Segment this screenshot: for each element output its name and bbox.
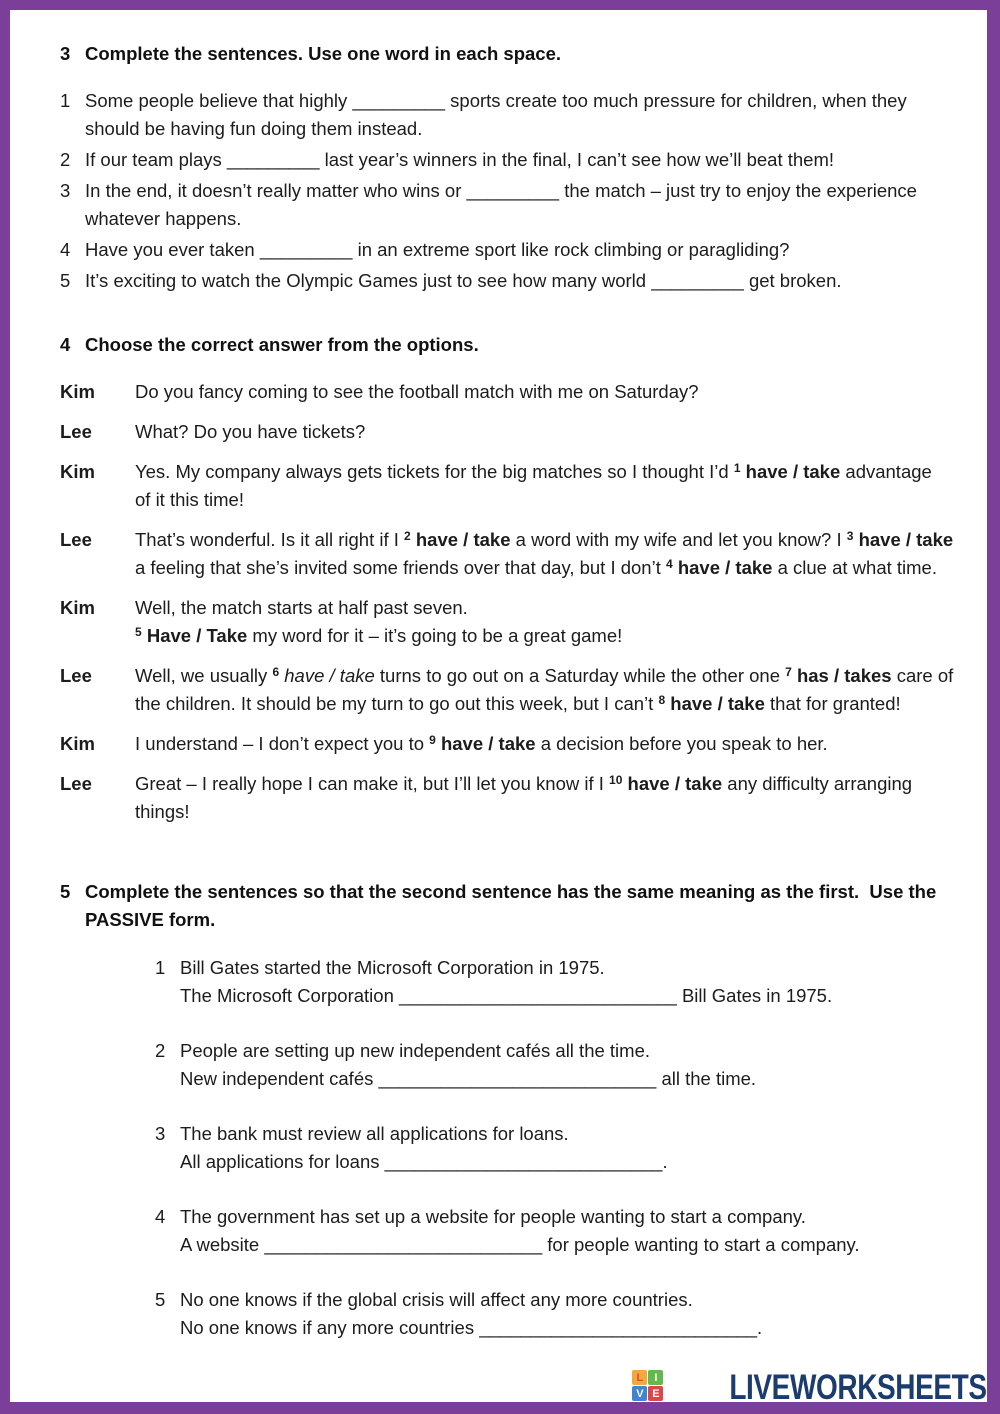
choice-number: 6 xyxy=(272,665,280,679)
dialogue-lines xyxy=(135,418,365,446)
item-number: 1 xyxy=(155,957,166,978)
choice-number: 10 xyxy=(609,773,623,787)
text-line xyxy=(135,622,622,650)
text-segment: of it this time! xyxy=(135,489,244,510)
text-line xyxy=(135,526,953,554)
choice-number: 8 xyxy=(658,693,666,707)
speaker-name: Kim xyxy=(60,597,95,618)
text-line xyxy=(180,1120,668,1148)
text-segment: all the time. xyxy=(656,1068,757,1089)
text-segment: The bank must review all applications for loans. xyxy=(180,1123,569,1144)
choice-option[interactable]: have / take xyxy=(440,733,536,754)
speaker-name: Kim xyxy=(60,461,95,482)
choice-number: 5 xyxy=(135,625,142,639)
text-segment: Great – I really hope I can make it, but I’ll let you know if I xyxy=(135,773,610,794)
sentence-item xyxy=(60,1037,987,1093)
text-segment: All applications for loans xyxy=(180,1151,385,1172)
exercise3-items xyxy=(60,87,987,295)
choice-option[interactable]: Have / Take xyxy=(146,625,248,646)
choice-option[interactable]: have / take xyxy=(284,665,375,686)
sentence-item xyxy=(60,1203,987,1259)
exercise-number: 4 xyxy=(60,334,71,355)
answer-blank[interactable]: _________ xyxy=(226,149,320,170)
item-lines xyxy=(85,146,834,174)
speaker-name: Kim xyxy=(60,733,95,754)
item-number: 5 xyxy=(155,1289,166,1310)
worksheet-content xyxy=(10,10,987,1342)
text-segment: sports create too much pressure for children, when they xyxy=(445,90,907,111)
answer-blank[interactable]: ___________________________ xyxy=(264,1234,543,1255)
item-number: 2 xyxy=(155,1040,166,1061)
text-segment: What? Do you have tickets? xyxy=(135,421,366,442)
choice-option[interactable]: have / take xyxy=(677,557,773,578)
exercise4-dialogue xyxy=(60,378,987,826)
text-segment: the children. It should be my turn to go out this week, but I can’t xyxy=(135,693,659,714)
text-segment: Have you ever taken xyxy=(85,239,260,260)
text-line xyxy=(135,662,953,690)
item-lines xyxy=(180,954,832,1010)
exercise-number: 3 xyxy=(60,43,71,64)
speaker-name: Lee xyxy=(60,529,92,550)
speaker-name: Lee xyxy=(60,421,92,442)
text-segment: the match – just try to enjoy the experience xyxy=(559,180,917,201)
text-segment: in an extreme sport like rock climbing or paragliding? xyxy=(352,239,790,260)
text-line xyxy=(180,1286,762,1314)
text-line xyxy=(135,458,932,486)
exercise-title-line2: PASSIVE form. xyxy=(85,909,216,930)
text-segment: any difficulty arranging xyxy=(722,773,913,794)
item-lines xyxy=(85,236,789,264)
text-line xyxy=(135,554,953,582)
text-line xyxy=(85,236,789,264)
choice-option[interactable]: have / take xyxy=(858,529,954,550)
liveworksheets-logo[interactable] xyxy=(632,1368,987,1407)
item-lines xyxy=(85,267,842,295)
dialogue-lines xyxy=(135,594,622,650)
choice-option[interactable]: have / take xyxy=(627,773,723,794)
sentence-item xyxy=(60,1120,987,1176)
text-line xyxy=(85,205,917,233)
text-segment: last year’s winners in the final, I can’t see how we’ll beat them! xyxy=(319,149,835,170)
choice-number: 1 xyxy=(733,461,741,475)
answer-blank[interactable]: _________ xyxy=(651,270,744,291)
text-segment: That’s wonderful. Is it all right if I xyxy=(135,529,405,550)
exercise-title: Complete the sentences. Use one word in each space. xyxy=(85,43,562,64)
text-line xyxy=(180,1037,756,1065)
item-number: 3 xyxy=(60,180,71,201)
text-segment: Well, we usually xyxy=(135,665,273,686)
text-segment: a feeling that she’s invited some friends over that day, but I don’t xyxy=(135,557,666,578)
item-lines xyxy=(180,1286,762,1342)
dialogue-lines xyxy=(135,662,953,718)
dialogue-turn xyxy=(60,594,987,650)
text-segment: for people wanting to start a company. xyxy=(542,1234,860,1255)
exercise3-section xyxy=(60,40,987,295)
text-line xyxy=(180,1314,762,1342)
exercise-number: 5 xyxy=(60,881,71,902)
item-number: 5 xyxy=(60,270,71,291)
sentence-item xyxy=(60,236,987,264)
text-segment: Yes. My company always gets tickets for the big matches so I thought I’d xyxy=(135,461,734,482)
dialogue-turn xyxy=(60,418,987,446)
choice-number: 2 xyxy=(404,529,411,543)
text-segment: No one knows if any more countries xyxy=(180,1317,480,1338)
text-line xyxy=(180,1203,860,1231)
text-line xyxy=(180,954,832,982)
text-segment: should be having fun doing them instead. xyxy=(85,118,423,139)
text-line xyxy=(180,1231,860,1259)
logo-tile-v: V xyxy=(632,1386,647,1401)
exercise5-section xyxy=(60,878,987,1342)
answer-blank[interactable]: ___________________________ xyxy=(479,1317,758,1338)
logo-tiles-icon xyxy=(632,1370,663,1401)
text-segment: a decision before you speak to her. xyxy=(535,733,828,754)
text-segment: New independent cafés xyxy=(180,1068,379,1089)
text-segment: advantage xyxy=(840,461,932,482)
worksheet-page xyxy=(10,10,987,1407)
text-line xyxy=(85,146,834,174)
sentence-item xyxy=(60,87,987,143)
speaker-name: Lee xyxy=(60,665,92,686)
exercise4-header xyxy=(60,331,987,359)
text-segment: care of xyxy=(891,665,954,686)
text-segment: I understand – I don’t expect you to xyxy=(135,733,430,754)
answer-blank[interactable]: ___________________________ xyxy=(399,985,677,1006)
speaker-name: Lee xyxy=(60,773,92,794)
text-line xyxy=(85,115,907,143)
item-lines xyxy=(180,1037,756,1093)
exercise-title: Complete the sentences so that the second sentence has the same meaning as the first. Use the xyxy=(85,881,937,902)
answer-blank[interactable]: ___________________________ xyxy=(378,1068,657,1089)
text-segment: Bill Gates in 1975. xyxy=(676,985,833,1006)
text-line xyxy=(135,594,622,622)
text-line xyxy=(135,730,828,758)
text-line xyxy=(85,177,917,205)
item-number: 1 xyxy=(60,90,71,111)
answer-blank[interactable]: _________ xyxy=(352,90,446,111)
dialogue-lines xyxy=(135,458,932,514)
text-segment: It’s exciting to watch the Olympic Games just to see how many world xyxy=(85,270,652,291)
text-segment: If our team plays xyxy=(85,149,227,170)
sentence-item xyxy=(60,146,987,174)
speaker-name: Kim xyxy=(60,381,95,402)
dialogue-lines xyxy=(135,378,699,406)
dialogue-lines xyxy=(135,770,912,826)
text-line xyxy=(135,418,365,446)
text-segment: No one knows if the global crisis will affect any more countries. xyxy=(180,1289,693,1310)
item-lines xyxy=(180,1203,860,1259)
text-line xyxy=(85,87,907,115)
text-segment: Do you fancy coming to see the football match with me on Saturday? xyxy=(135,381,699,402)
text-line xyxy=(135,798,912,826)
sentence-item xyxy=(60,177,987,233)
dialogue-turn xyxy=(60,730,987,758)
text-segment: get broken. xyxy=(743,270,842,291)
text-segment: In the end, it doesn’t really matter who wins or xyxy=(85,180,467,201)
text-segment: Some people believe that highly xyxy=(85,90,353,111)
answer-blank[interactable]: _________ xyxy=(259,239,353,260)
dialogue-turn xyxy=(60,526,987,582)
item-number: 4 xyxy=(60,239,71,260)
text-line xyxy=(180,1065,756,1093)
text-segment: People are setting up new independent cafés all the time. xyxy=(180,1040,651,1061)
item-lines xyxy=(85,87,907,143)
choice-option[interactable]: have / take xyxy=(745,461,841,482)
choice-option[interactable]: have / take xyxy=(670,693,765,714)
text-line xyxy=(180,1148,668,1176)
text-line xyxy=(135,690,953,718)
text-segment: The Microsoft Corporation xyxy=(180,985,400,1006)
dialogue-turn xyxy=(60,770,987,826)
text-segment: Well, the match starts at half past seven. xyxy=(135,597,468,618)
dialogue-lines xyxy=(135,526,953,582)
item-number: 2 xyxy=(60,149,71,170)
text-segment: Bill Gates started the Microsoft Corporation in 1975. xyxy=(180,957,605,978)
dialogue-turn xyxy=(60,662,987,718)
text-segment: turns to go out on a Saturday while the other one xyxy=(374,665,786,686)
answer-blank[interactable]: _________ xyxy=(466,180,560,201)
text-segment: . xyxy=(662,1151,668,1172)
text-line xyxy=(135,378,699,406)
text-line xyxy=(135,770,912,798)
text-segment: a clue at what time. xyxy=(772,557,937,578)
dialogue-turn xyxy=(60,378,987,406)
dialogue-turn xyxy=(60,458,987,514)
text-segment: a word with my wife and let you know? I xyxy=(510,529,847,550)
exercise5-items xyxy=(60,954,987,1342)
choice-number: 4 xyxy=(666,557,673,571)
text-segment: . xyxy=(757,1317,763,1338)
text-segment: that for granted! xyxy=(764,693,901,714)
item-number: 4 xyxy=(155,1206,166,1227)
item-lines xyxy=(85,177,917,233)
answer-blank[interactable]: ___________________________ xyxy=(384,1151,663,1172)
exercise5-header xyxy=(60,878,987,934)
text-line xyxy=(135,486,932,514)
exercise3-header xyxy=(60,40,987,68)
dialogue-lines xyxy=(135,730,828,758)
choice-option[interactable]: have / take xyxy=(415,529,511,550)
text-line xyxy=(85,267,842,295)
logo-tile-e: E xyxy=(648,1386,663,1401)
choice-option[interactable]: has / takes xyxy=(796,665,892,686)
choice-number: 9 xyxy=(429,733,436,747)
logo-tile-i: I xyxy=(648,1370,663,1385)
sentence-item xyxy=(60,954,987,1010)
text-segment: whatever happens. xyxy=(85,208,242,229)
brand-name: LIVEWORKSHEETS xyxy=(729,1368,987,1407)
choice-number: 3 xyxy=(846,529,854,543)
text-segment: The government has set up a website for people wanting to start a company. xyxy=(180,1206,806,1227)
text-line xyxy=(180,982,832,1010)
logo-tile-l: L xyxy=(632,1370,647,1385)
choice-number: 7 xyxy=(785,665,792,679)
sentence-item xyxy=(60,1286,987,1342)
item-number: 3 xyxy=(155,1123,166,1144)
text-segment: things! xyxy=(135,801,190,822)
text-segment: my word for it – it’s going to be a great game! xyxy=(247,625,623,646)
item-lines xyxy=(180,1120,668,1176)
text-segment: A website xyxy=(180,1234,265,1255)
exercise4-section xyxy=(60,331,987,826)
exercise-title: Choose the correct answer from the options. xyxy=(85,334,479,355)
sentence-item xyxy=(60,267,987,295)
